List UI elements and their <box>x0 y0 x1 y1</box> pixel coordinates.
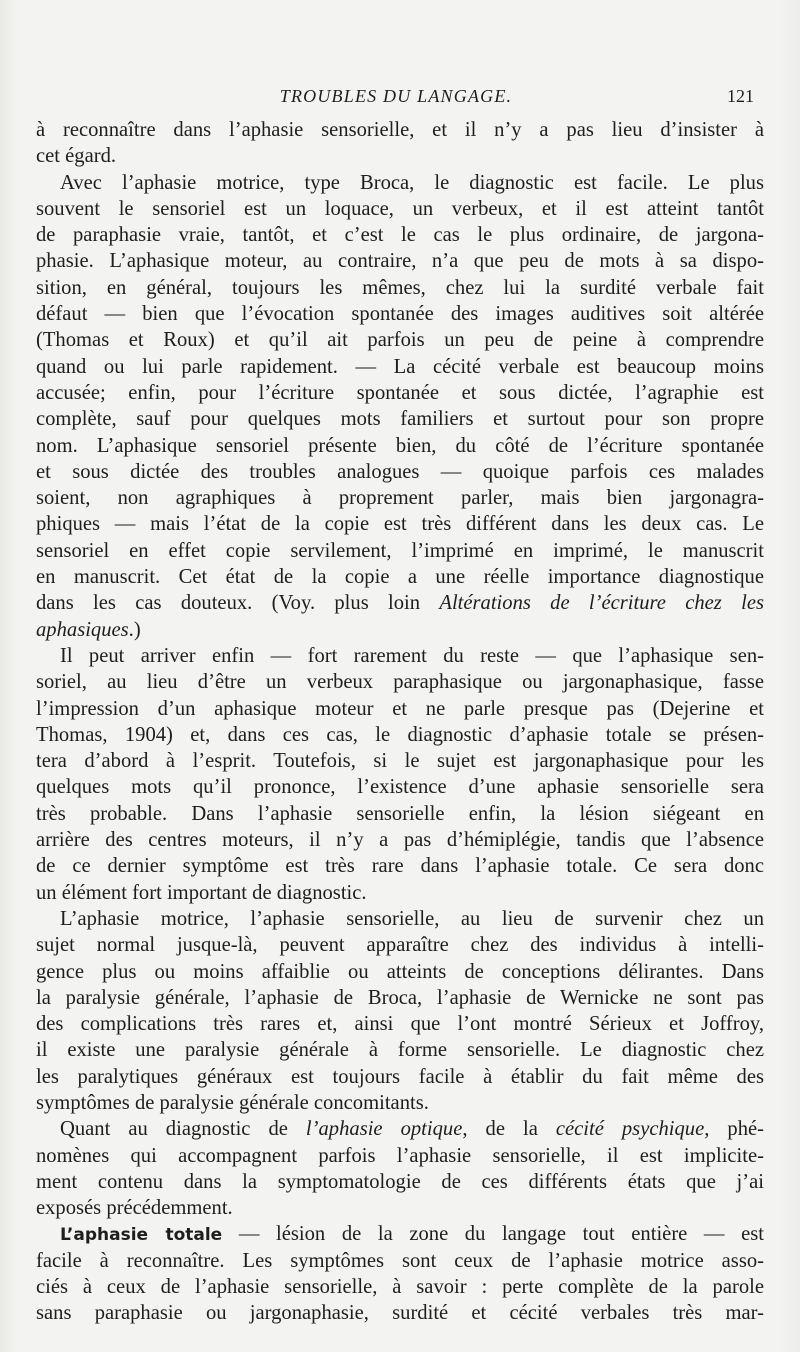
text-line: (Thomas et Roux) et qu’il ait parfois un peu de peine à comprendre <box>36 329 764 352</box>
text-line: quand ou lui parle rapidement. — La cécité verbale est beaucoup moins <box>36 355 764 378</box>
paragraph <box>36 906 764 1116</box>
running-header <box>38 82 754 112</box>
text-line: complète, sauf pour quelques mots familiers et surtout pour son propre <box>36 408 764 431</box>
text-line: la paralysie générale, l’aphasie de Broca, l’aphasie de Wernicke ne sont pas <box>36 986 764 1009</box>
text-line: ment contenu dans la symptomatologie de ces différents états que j’ai <box>36 1170 764 1193</box>
text-line: Thomas, 1904) et, dans ces cas, le diagnostic d’aphasie totale se présen- <box>36 723 764 746</box>
text-line: sans paraphasie ou jargonaphasie, surdité et cécité verbales très mar- <box>36 1302 764 1325</box>
text-line: gence plus ou moins affaiblie ou atteints de conceptions délirantes. Dans <box>36 960 764 983</box>
text-line: facile à reconnaître. Les symptômes sont ceux de l’aphasie motrice asso- <box>36 1249 764 1272</box>
text-run: Quant au diagnostic de <box>60 1118 306 1141</box>
text-line: un élément fort important de diagnostic. <box>36 881 367 904</box>
text-line: à reconnaître dans l’aphasie sensorielle, et il n’y a pas lieu d’insister à <box>36 119 764 141</box>
text-line: quelques mots qu’il prononce, l’existence d’une aphasie sensorielle sera <box>36 776 764 799</box>
paragraph <box>36 117 764 170</box>
text-line: défaut — bien que l’évocation spontanée des images auditives soit altérée <box>36 303 764 326</box>
text-line: et sous dictée des troubles analogues — quoique parfois ces malades <box>36 460 764 483</box>
text-line: nom. L’aphasique sensoriel présente bien, du côté de l’écriture spontanée <box>36 434 764 457</box>
paragraph <box>36 1221 764 1326</box>
text-line <box>36 590 764 616</box>
text-line: des complications très rares et, ainsi que l’ont montré Sérieux et Joffroy, <box>36 1013 764 1036</box>
paragraph <box>36 170 764 643</box>
running-title: TROUBLES DU LANGAGE. <box>279 86 513 106</box>
text-line: sujet normal jusque-là, peuvent apparaître chez des individus à intelli- <box>36 934 764 957</box>
text-line <box>36 1116 764 1142</box>
text-line: ciés à ceux de l’aphasie sensorielle, à savoir : perte complète de la parole <box>36 1276 764 1299</box>
text-run: dans les cas douteux. (Voy. plus loin <box>36 592 440 615</box>
text-line <box>36 1221 764 1247</box>
paragraph <box>36 1116 764 1221</box>
text-line: exposés précédemment. <box>36 1197 233 1220</box>
text-line: accusée; enfin, pour l’écriture spontanée et sous dictée, l’agraphie est <box>36 381 764 404</box>
text-line: cet égard. <box>36 145 117 168</box>
text-run: , de la <box>462 1118 556 1141</box>
text-line: de ce dernier symptôme est très rare dans l’aphasie totale. Ce sera donc <box>36 855 764 878</box>
text-line: il existe une paralysie générale à forme sensorielle. Le diagnostic chez <box>36 1039 764 1062</box>
text-line: symptômes de paralysie générale concomitants. <box>36 1091 429 1114</box>
section-lead-bold: L’aphasie totale <box>60 1225 223 1246</box>
page-number: 121 <box>727 86 754 106</box>
book-title-italic: Altérations de l’écriture chez les <box>439 592 764 615</box>
text-line: sition, en général, toujours les mêmes, chez lui la surdité verbale fait <box>36 276 764 299</box>
text-line: en manuscrit. Cet état de la copie a une réelle importance diagnostique <box>36 566 764 589</box>
text-line <box>36 617 764 643</box>
text-line: soient, non agraphiques à proprement parler, mais bien jargonagra- <box>36 487 764 510</box>
text-run: — lésion de la zone du langage tout entière — est <box>222 1223 764 1246</box>
text-run: , phé- <box>704 1118 764 1141</box>
text-line: L’aphasie motrice, l’aphasie sensorielle, au lieu de survenir chez un <box>60 907 764 930</box>
text-line: phiques — mais l’état de la copie est très différent dans les deux cas. Le <box>36 513 764 536</box>
text-line: nomènes qui accompagnent parfois l’aphasie sensorielle, il est implicite- <box>36 1144 764 1167</box>
paragraph <box>36 643 764 906</box>
body-text <box>36 117 764 1327</box>
text-line: très probable. Dans l’aphasie sensorielle enfin, la lésion siégeant en <box>36 802 764 825</box>
text-line: l’impression d’un aphasique moteur et ne parle presque pas (Dejerine et <box>36 697 764 720</box>
text-line: souvent le sensoriel est un loquace, un verbeux, et il est atteint tantôt <box>36 197 764 220</box>
book-title-italic: aphasiques <box>36 618 129 641</box>
text-line: tera d’abord à l’esprit. Toutefois, si le sujet est jargonaphasique pour les <box>36 750 764 773</box>
text-line: Avec l’aphasie motrice, type Broca, le diagnostic est facile. Le plus <box>60 171 764 194</box>
text-line: de paraphasie vraie, tantôt, et c’est le cas le plus ordinaire, de jargona- <box>36 224 764 247</box>
text-run: .) <box>128 618 141 641</box>
text-line: Il peut arriver enfin — fort rarement du reste — que l’aphasique sen- <box>60 644 764 667</box>
text-line: phasie. L’aphasique moteur, au contraire, n’a que peu de mots à sa dispo- <box>36 250 764 273</box>
text-line: arrière des centres moteurs, il n’y a pas d’hémiplégie, tandis que l’absence <box>36 829 764 852</box>
text-line: soriel, au lieu d’être un verbeux paraphasique ou jargonaphasique, fasse <box>36 671 764 694</box>
term-italic: cécité psychique <box>555 1118 705 1141</box>
term-italic: l’aphasie optique <box>305 1118 463 1141</box>
text-line: sensoriel en effet copie servilement, l’imprimé en imprimé, le manuscrit <box>36 539 764 562</box>
text-line: les paralytiques généraux est toujours facile à établir du fait même des <box>36 1065 764 1088</box>
